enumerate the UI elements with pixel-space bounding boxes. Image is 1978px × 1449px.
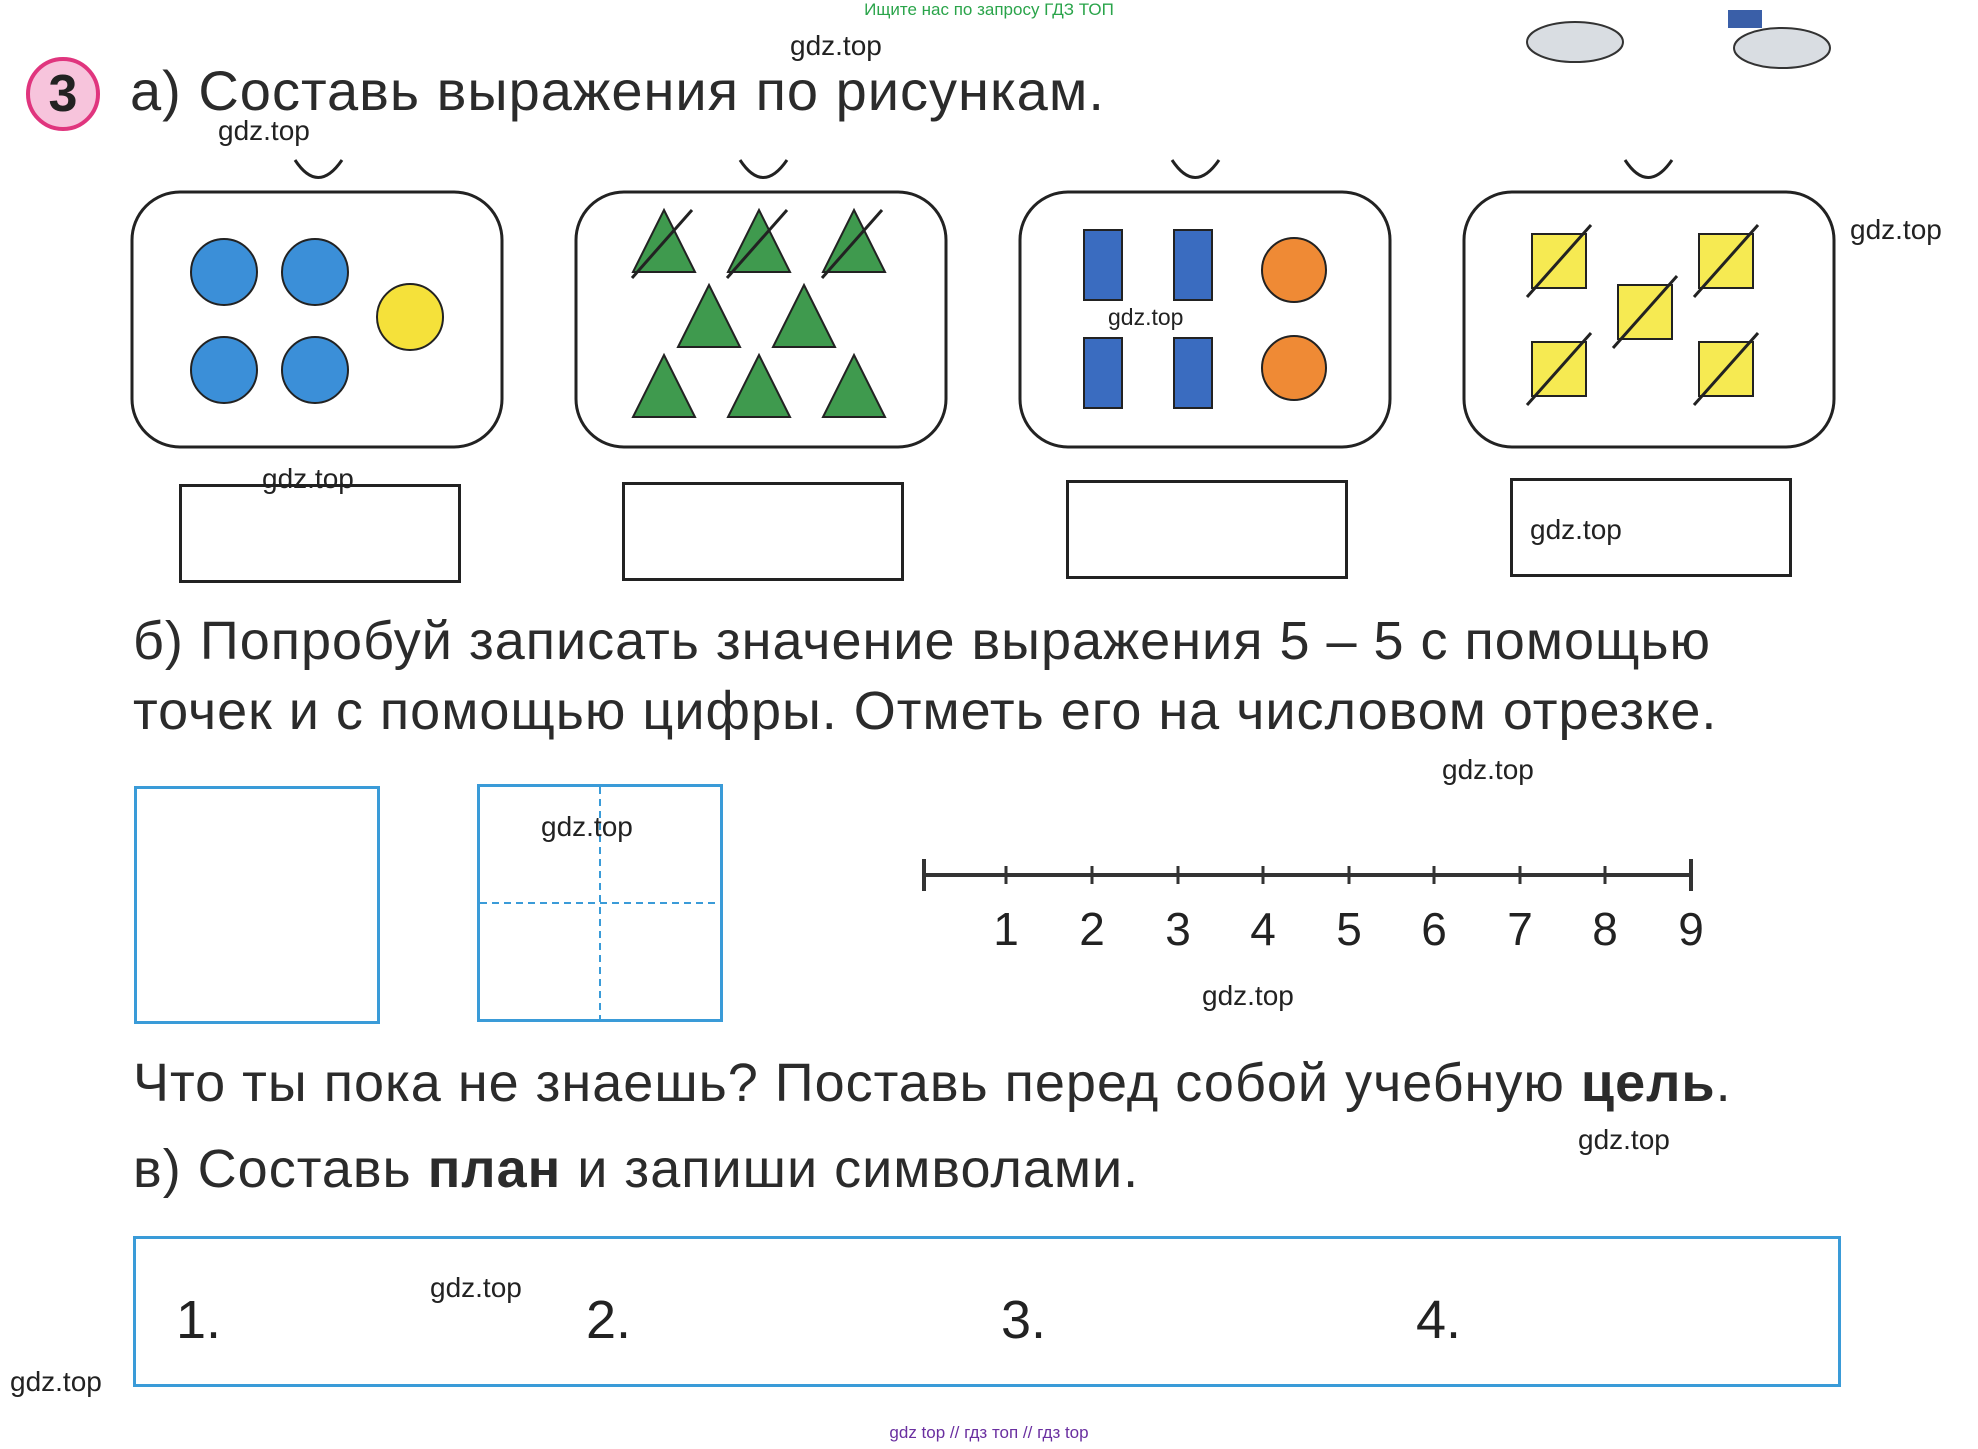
blue-circle-icon xyxy=(282,239,348,305)
tick-label: 6 xyxy=(1421,903,1447,955)
bag-1 xyxy=(132,160,502,447)
plan-item-1: 1. xyxy=(176,1290,222,1350)
tick-label: 5 xyxy=(1336,903,1362,955)
plan-item-4: 4. xyxy=(1416,1290,1462,1350)
blue-circle-icon xyxy=(191,337,257,403)
yellow-circle-icon xyxy=(377,284,443,350)
bag-handle-icon xyxy=(1625,160,1672,178)
watermark: gdz.top xyxy=(1202,980,1294,1011)
goal-line xyxy=(133,1052,1732,1114)
part-c-suffix: и запиши символами. xyxy=(561,1139,1140,1199)
bag-handle-icon xyxy=(1172,160,1219,178)
answer-box-3[interactable] xyxy=(1066,480,1348,579)
part-b-line-1: б) Попробуй записать значение выражения 5 – 5 с помощью xyxy=(133,611,1712,671)
rectangle-icon xyxy=(1084,338,1122,408)
bag-3 xyxy=(1020,160,1390,447)
watermark: gdz.top xyxy=(262,463,354,494)
watermark: gdz.top xyxy=(1578,1124,1670,1155)
number-line[interactable] xyxy=(900,850,1720,900)
watermark: gdz.top xyxy=(10,1366,102,1397)
goal-bold-word: цель xyxy=(1580,1053,1716,1113)
goal-suffix: . xyxy=(1715,1053,1732,1113)
tick-label: 1 xyxy=(993,903,1019,955)
task-number: 3 xyxy=(48,65,78,123)
watermark: gdz.top xyxy=(541,811,633,842)
watermark: gdz.top xyxy=(1530,514,1622,545)
top-note: Ищите нас по запросу ГДЗ ТОП xyxy=(864,0,1114,19)
tick-label: 2 xyxy=(1079,903,1105,955)
character-feet-icon xyxy=(1527,10,1830,68)
tick-label: 7 xyxy=(1507,903,1533,955)
part-c-heading xyxy=(133,1138,1139,1200)
orange-circle-icon xyxy=(1262,336,1326,400)
watermark: gdz.top xyxy=(1442,754,1534,785)
part-c-prefix: в) Составь xyxy=(133,1139,428,1199)
plan-box[interactable] xyxy=(133,1236,1841,1387)
watermark: gdz.top xyxy=(218,115,310,146)
tick-label: 8 xyxy=(1592,903,1618,955)
dots-box[interactable] xyxy=(134,786,380,1024)
rectangle-icon xyxy=(1174,338,1212,408)
part-b-line-2: точек и с помощью цифры. Отметь его на числовом отрезке. xyxy=(133,681,1718,741)
answer-box-1[interactable] xyxy=(179,484,461,583)
answer-box-2[interactable] xyxy=(622,482,904,581)
watermark: gdz.top xyxy=(1108,304,1184,330)
rectangle-icon xyxy=(1084,230,1122,300)
bag-4 xyxy=(1464,160,1834,447)
tick-label: 9 xyxy=(1678,903,1704,955)
watermark: gdz.top xyxy=(430,1272,522,1303)
part-c-bold-word: план xyxy=(427,1139,562,1199)
part-a-heading: а) Составь выражения по рисункам. xyxy=(130,59,1105,122)
goal-prefix: Что ты пока не знаешь? Поставь перед собой учебную xyxy=(133,1053,1581,1113)
bag-icon xyxy=(132,192,502,447)
bottom-note: gdz top // гдз топ // гдз top xyxy=(889,1423,1089,1442)
watermark: gdz.top xyxy=(1850,214,1942,245)
plan-item-3: 3. xyxy=(1001,1290,1047,1350)
tick-label: 3 xyxy=(1165,903,1191,955)
blue-circle-icon xyxy=(191,239,257,305)
bag-2 xyxy=(576,160,946,447)
bag-handle-icon xyxy=(295,160,342,178)
tick-label: 4 xyxy=(1250,903,1276,955)
rectangle-icon xyxy=(1174,230,1212,300)
orange-circle-icon xyxy=(1262,238,1326,302)
bag-handle-icon xyxy=(740,160,787,178)
plan-item-2: 2. xyxy=(586,1290,632,1350)
blue-circle-icon xyxy=(282,337,348,403)
watermark: gdz.top xyxy=(790,30,882,61)
